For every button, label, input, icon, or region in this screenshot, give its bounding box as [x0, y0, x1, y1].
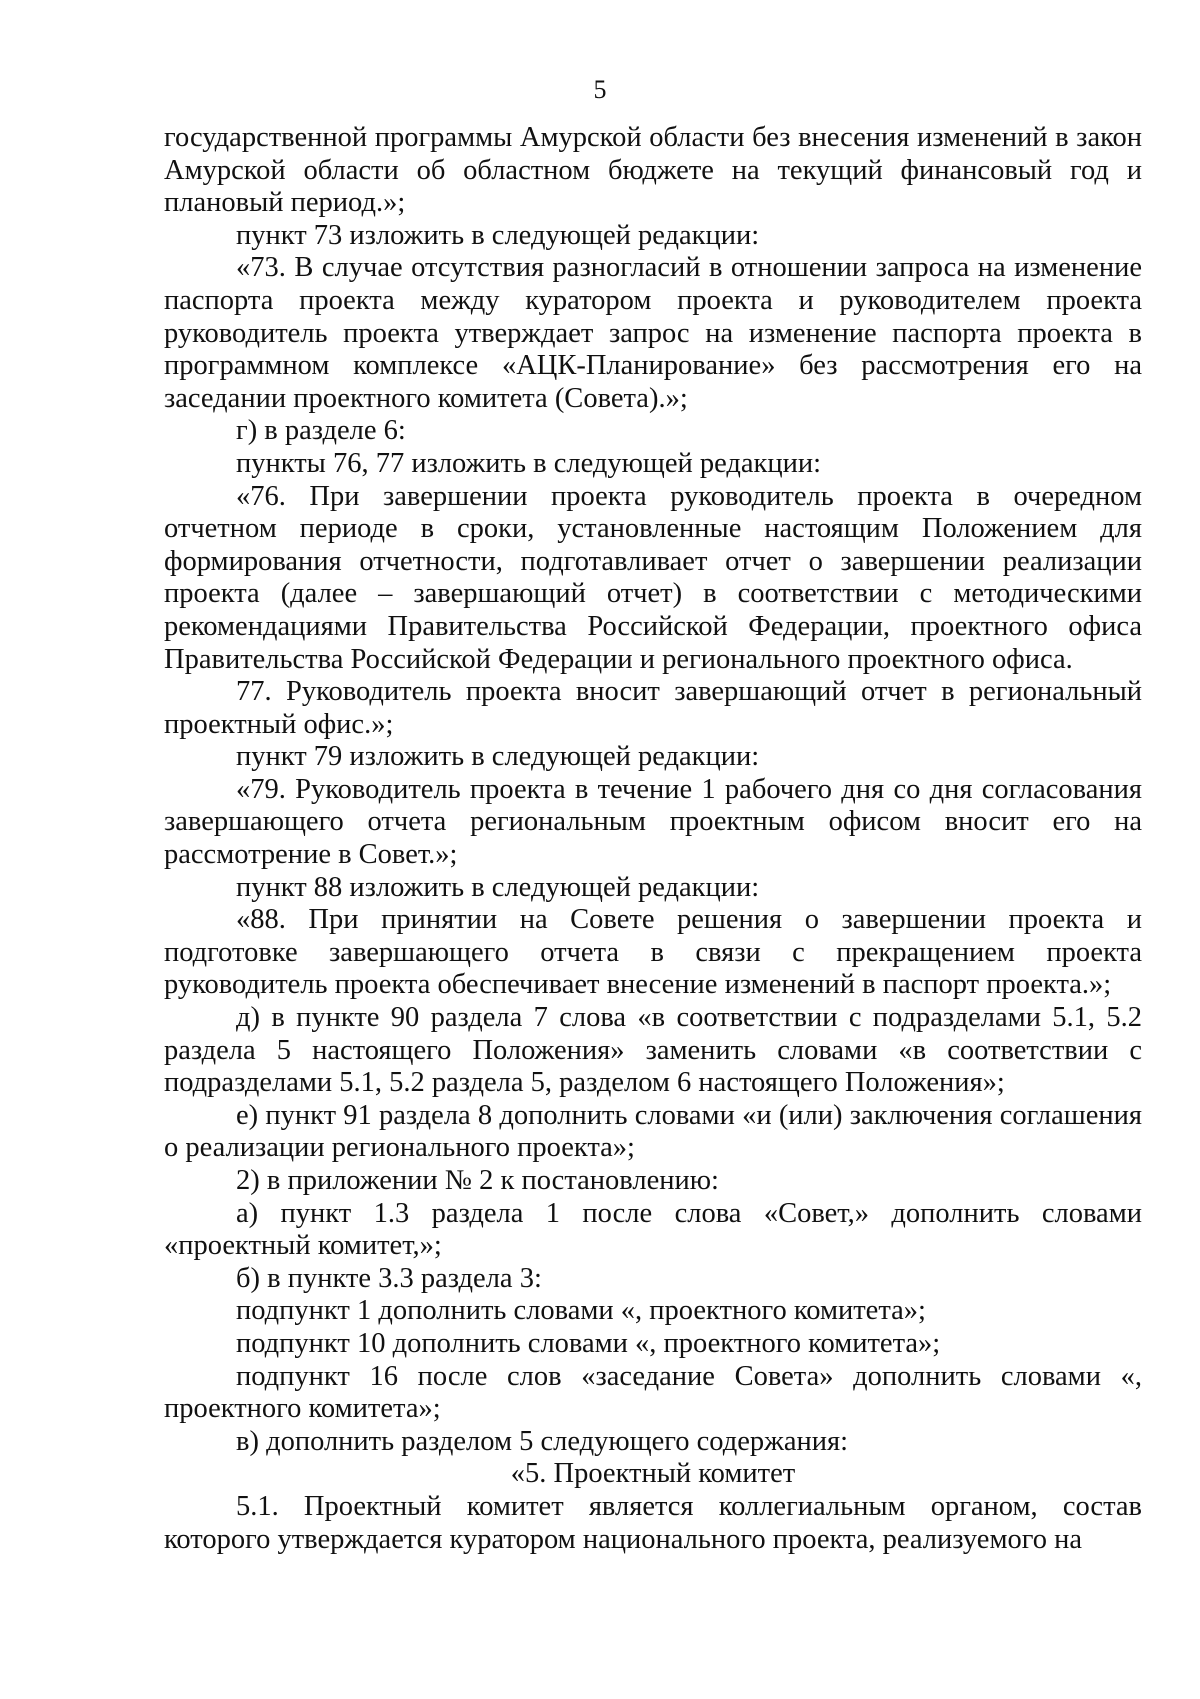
paragraph-point-79-intro: пункт 79 изложить в следующей редакции: [236, 741, 760, 773]
paragraph-item-d: д) в пункте 90 раздела 7 слова «в соответствии с подразделами 5.1, 5.2 раздела 5 настоящего Положения» заменить словами «в соответствии с подразделами 5.1, 5.2 раздела 5, разделом 6 настоящего Положения»; [164, 1002, 1142, 1099]
section-5-heading: «5. Проектный комитет [510, 1458, 796, 1490]
paragraph-point-77-text: 77. Руководитель проекта вносит завершающий отчет в региональный проектный офис.»; [164, 676, 1142, 740]
page-number: 5 [593, 75, 607, 104]
paragraph-subpoint-16: подпункт 16 после слов «заседание Совета» дополнить словами «, проектного комитета»; [164, 1360, 1142, 1425]
document-body [164, 122, 1142, 1556]
paragraph-subpoint-1: подпункт 1 дополнить словами «, проектного комитета»; [236, 1295, 926, 1327]
paragraph-point-5-1: 5.1. Проектный комитет является коллегиальным органом, состав которого утверждается куратором национального проекта, реализуемого на [164, 1490, 1142, 1555]
paragraph-point-79-text: «79. Руководитель проекта в течение 1 рабочего дня со дня согласования завершающего отчета региональным проектным офисом вносит его на рассмотрение в Совет.»; [164, 773, 1142, 871]
paragraph-point-76-text: «76. При завершении проекта руководитель проекта в очередном отчетном периоде в сроки, установленные настоящим Положением для формирования отчетности, подготавливает отчет о завершении реализации проекта (далее – завершающий отчет) в соответствии с методическими рекомендациями Правительства Российской Федерации, проектного офиса Правительства Российской Федерации и регионального проектного офиса. [164, 480, 1142, 675]
paragraph-point-73-text: «73. В случае отсутствия разногласий в отношении запроса на изменение паспорта проекта между куратором проекта и руководителем проекта руководитель проекта утверждает запрос на изменение паспорта проекта в программном комплексе «АЦК-Планирование» без рассмотрения его на заседании проектного комитета (Совета).»; [164, 252, 1142, 414]
paragraph-point-88-intro: пункт 88 изложить в следующей редакции: [236, 871, 760, 903]
paragraph-continuation: государственной программы Амурской области без внесения изменений в закон Амурской области об областном бюджете на текущий финансовый год и плановый период.»; [164, 122, 1142, 219]
paragraph-section-6: г) в разделе 6: [236, 415, 406, 447]
paragraph-appendix-2: 2) в приложении № 2 к постановлению: [236, 1165, 719, 1196]
paragraph-item-a: а) пункт 1.3 раздела 1 после слова «Совет,» дополнить словами «проектный комитет,»; [164, 1197, 1142, 1262]
paragraph-item-b: б) в пункте 3.3 раздела 3: [236, 1262, 542, 1294]
paragraph-subpoint-10: подпункт 10 дополнить словами «, проектного комитета»; [236, 1327, 941, 1359]
paragraph-item-e: е) пункт 91 раздела 8 дополнить словами «и (или) заключения соглашения о реализации регионального проекта»; [164, 1099, 1142, 1164]
paragraph-points-76-77-intro: пункты 76, 77 изложить в следующей редакции: [236, 447, 822, 479]
paragraph-point-88-text: «88. При принятии на Совете решения о завершении проекта и подготовке завершающего отчета в связи с прекращением проекта руководитель проекта обеспечивает внесение изменений в паспорт проекта.»; [164, 904, 1142, 1001]
paragraph-item-v: в) дополнить разделом 5 следующего содержания: [236, 1425, 848, 1457]
paragraph-point-73-intro: пункт 73 изложить в следующей редакции: [236, 219, 760, 251]
